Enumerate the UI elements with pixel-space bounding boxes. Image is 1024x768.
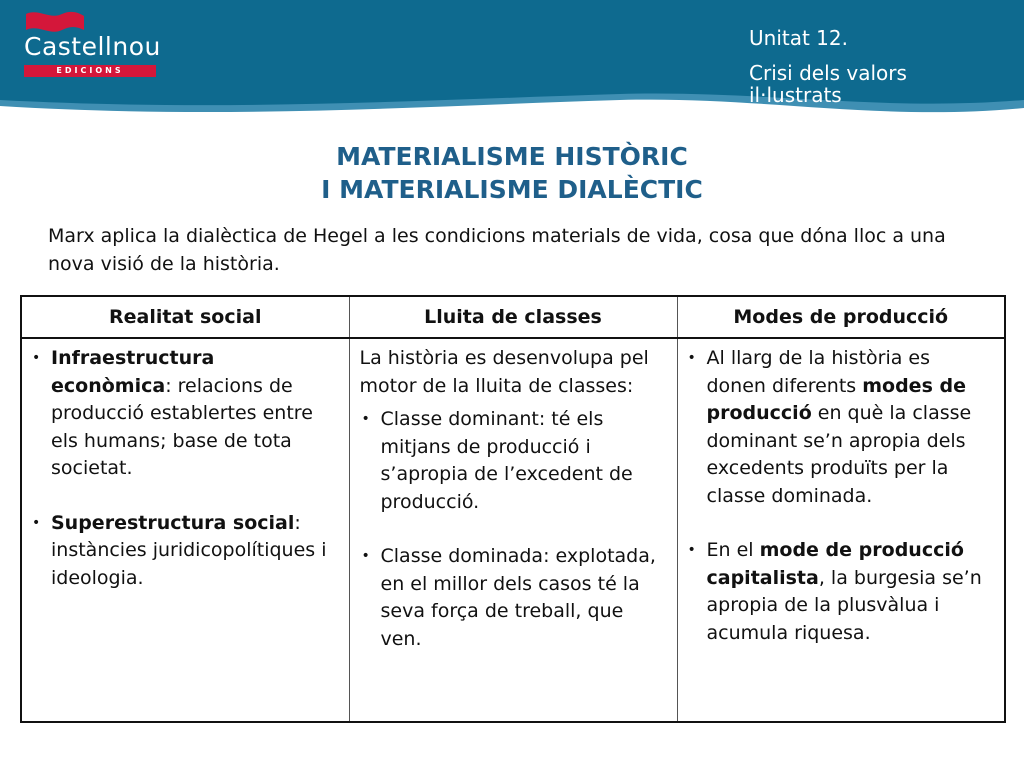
term-mode-capitalista: mode de producció capitalista	[706, 539, 964, 589]
header-lluita-de-classes: Lluita de classes	[349, 296, 677, 338]
text-superestructura: : instàncies juridicopolítiques i ideologia.	[51, 511, 327, 589]
list-item-infraestructura	[32, 345, 339, 483]
modes-list	[688, 345, 995, 647]
concepts-table	[20, 295, 1006, 723]
header-band	[0, 0, 1024, 118]
table-row	[21, 338, 1005, 722]
list-item-capitalisme	[688, 537, 995, 647]
text-modes-b: en què la classe dominant se’n apropia dels excedents produïts per la classe dominada.	[706, 402, 972, 507]
logo-name: Castellnou	[24, 32, 161, 61]
list-item-classe-dominada: • Classe dominada: explotada, en el millor dels casos té la seva força de treball, que ven.	[362, 543, 667, 653]
castellnou-logo	[24, 10, 160, 76]
cell-modes-de-produccio	[677, 338, 1005, 722]
list-item-modes-historia	[688, 345, 995, 510]
text-infraestructura: : relacions de producció establertes entre els humans; base de tota societat.	[51, 374, 313, 479]
header-realitat-social: Realitat social	[21, 296, 349, 338]
table-header-row	[21, 296, 1005, 338]
term-infraestructura: Infraestructura econòmica	[51, 347, 215, 397]
header-modes-de-produccio: Modes de producció	[677, 296, 1005, 338]
lluita-intro: La història es desenvolupa pel motor de la lluita de classes:	[359, 347, 649, 397]
list-item-superestructura	[32, 510, 339, 593]
cell-lluita-de-classes	[349, 338, 677, 722]
list-item-classe-dominant: • Classe dominant: té els mitjans de producció i s’apropia de l’excedent de producció.	[362, 406, 667, 516]
text-modes-a: Al llarg de la història es donen diferents	[706, 347, 931, 397]
realitat-social-list	[32, 345, 339, 592]
logo-subtitle: EDICIONS	[24, 65, 156, 77]
page-title	[0, 140, 1024, 206]
term-modes-de-produccio: modes de producció	[706, 374, 966, 424]
term-superestructura: Superestructura social	[51, 511, 295, 534]
unit-title: Unitat 12.	[749, 26, 848, 50]
cell-realitat-social	[21, 338, 349, 722]
text-capitalisme-a: En el	[706, 539, 760, 561]
flag-icon	[24, 10, 86, 34]
page-title-line-1: MATERIALISME HISTÒRIC	[336, 142, 688, 171]
unit-subtitle: Crisi dels valors il·lustrats	[749, 61, 907, 107]
page-title-line-2: I MATERIALISME DIALÈCTIC	[321, 175, 703, 204]
intro-paragraph: Marx aplica la dialèctica de Hegel a les condicions materials de vida, cosa que dóna lloc a una nova visió de la història.	[48, 225, 946, 275]
text-capitalisme-b: , la burgesia se’n apropia de la plusvàlua i acumula riquesa.	[706, 566, 982, 644]
lluita-list	[360, 406, 667, 653]
